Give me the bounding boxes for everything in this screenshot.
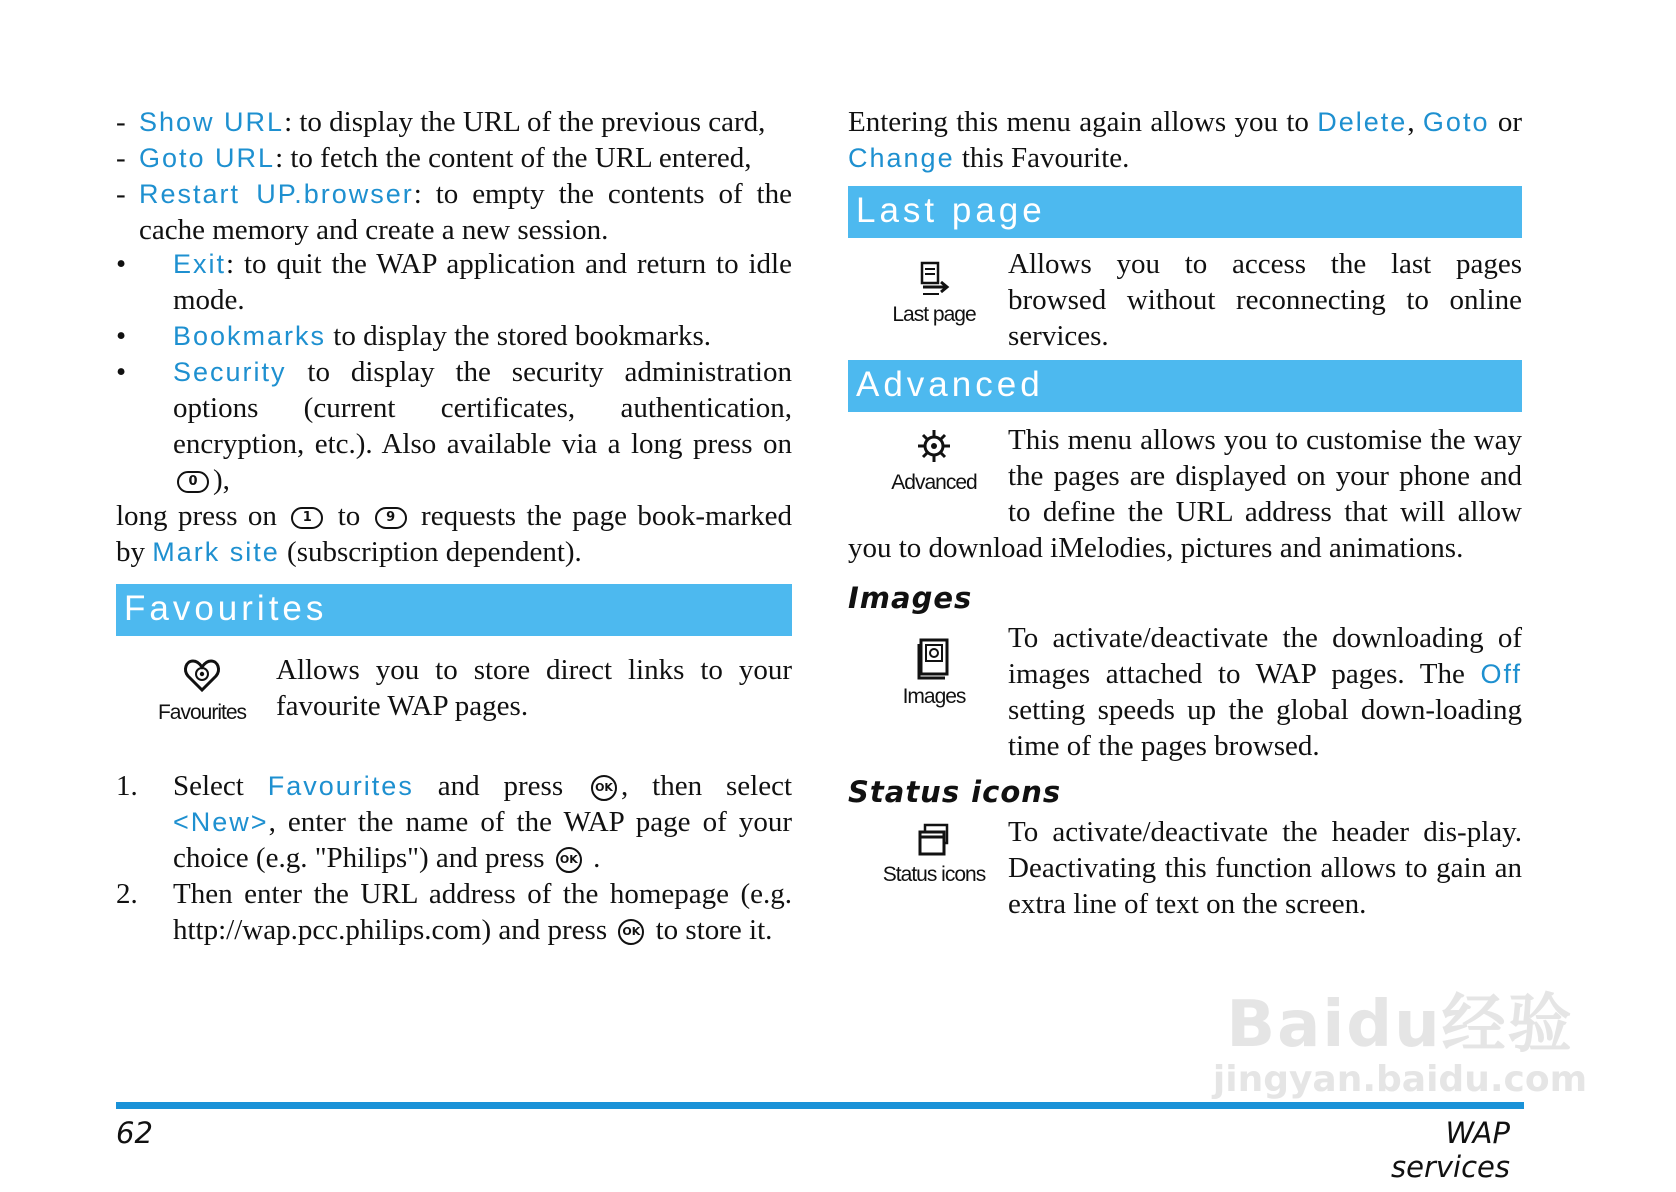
section-bar-advanced: Advanced — [848, 360, 1522, 412]
key-0-icon: 0 — [177, 471, 209, 493]
option-show-url: - Show URL: to display the URL of the previous card, — [116, 106, 766, 138]
option-restart-browser: - Restart UP.browser: to empty the contents of the cache memory and create a new session. — [116, 178, 792, 246]
keyword-bookmarks: Bookmarks — [173, 321, 327, 351]
long-press-paragraph: long press on 1 to 9 requests the page book-marked by Mark site (subscription dependent). — [116, 500, 793, 568]
last-page-icon — [915, 260, 953, 298]
keyword-security: Security — [173, 357, 287, 387]
keyword-goto: Goto — [1422, 107, 1490, 137]
images-icon-box: Images — [848, 638, 1020, 710]
bullet-security: • Security to display the security administration options (current certificates, authentication, encryption, etc.). Also available via a long press on0 ), — [116, 356, 792, 496]
section-bar-favourites: Favourites — [116, 584, 792, 636]
status-icons-description: To activate/deactivate the header dis-play. Deactivating this function allows to gain an extra line of text on the screen. — [1008, 816, 1522, 920]
status-icons-icon-box: Status icons — [848, 822, 1020, 888]
option-goto-url: - Goto URL: to fetch the content of the URL entered, — [116, 142, 752, 174]
advanced-block — [848, 422, 1522, 566]
favourites-step-1: 1. Select Favourites and press OK , then select <New>, enter the name of the WAP page of your choice (e.g. "Philips") and press OK . — [116, 770, 793, 874]
images-block — [848, 620, 1522, 764]
heading-images: Images — [848, 581, 973, 615]
images-icon — [915, 638, 953, 680]
section-bar-last-page: Last page — [848, 186, 1522, 238]
keyword-show-url: Show URL — [139, 107, 285, 137]
status-icons-icon — [915, 822, 953, 858]
keyword-goto-url: Goto URL — [139, 143, 276, 173]
favourites-icon — [182, 656, 222, 696]
bullet-exit: • Exit: to quit the WAP application and return to idle mode. — [116, 248, 792, 316]
baidu-watermark: Baidu经验 jingyan.baidu.com — [1212, 988, 1588, 1100]
favourites-block — [116, 652, 792, 736]
advanced-description: This menu allows you to customise the way the pages are displayed on your phone and to define the URL address that will allow you to download iMelodies, pictures and animations. — [848, 424, 1522, 564]
favourites-description: Allows you to store direct links to your favourite WAP pages. — [276, 654, 792, 722]
last-page-icon-box: Last page — [848, 260, 1020, 328]
favourites-icon-box: Favourites — [116, 656, 288, 726]
last-page-block — [848, 246, 1522, 354]
footer-rule — [116, 1102, 1524, 1109]
bullet-bookmarks: • Bookmarks to display the stored bookmarks. — [116, 320, 712, 352]
keyword-mark-site: Mark site — [152, 537, 280, 567]
keyword-new: <New> — [173, 807, 269, 837]
favourites-step-2: 2. Then enter the URL address of the homepage (e.g. http://wap.pcc.philips.com) and press OK to store it. — [116, 878, 792, 946]
keyword-exit: Exit — [173, 249, 227, 279]
footer-section-title: WAP services — [1391, 1116, 1510, 1184]
key-9-icon: 9 — [375, 507, 407, 529]
last-page-description: Allows you to access the last pages browsed without reconnecting to online services. — [1008, 248, 1522, 352]
key-1-icon: 1 — [291, 507, 323, 529]
keyword-delete: Delete — [1317, 107, 1408, 137]
ok-key-icon: OK — [556, 847, 582, 873]
left-column — [116, 104, 792, 948]
keyword-change: Change — [848, 143, 955, 173]
keyword-off: Off — [1480, 659, 1522, 689]
keyword-favourites: Favourites — [267, 771, 414, 801]
status-icons-block — [848, 814, 1522, 922]
favourite-menu-intro: Entering this menu again allows you to Delete, Goto or Change this Favourite. — [848, 106, 1522, 174]
ok-key-icon: OK — [591, 775, 617, 801]
images-description: To activate/deactivate the downloading of images attached to WAP pages. The Off setting speeds up the global down-loading time of the pages browsed. — [1008, 622, 1522, 762]
keyword-restart-browser: Restart UP.browser — [139, 179, 414, 209]
right-column — [848, 104, 1522, 922]
ok-key-icon: OK — [618, 919, 644, 945]
advanced-icon-box: Advanced — [848, 426, 1020, 496]
advanced-icon — [914, 426, 954, 466]
heading-status-icons: Status icons — [848, 775, 1062, 809]
page-number: 62 — [116, 1116, 153, 1150]
